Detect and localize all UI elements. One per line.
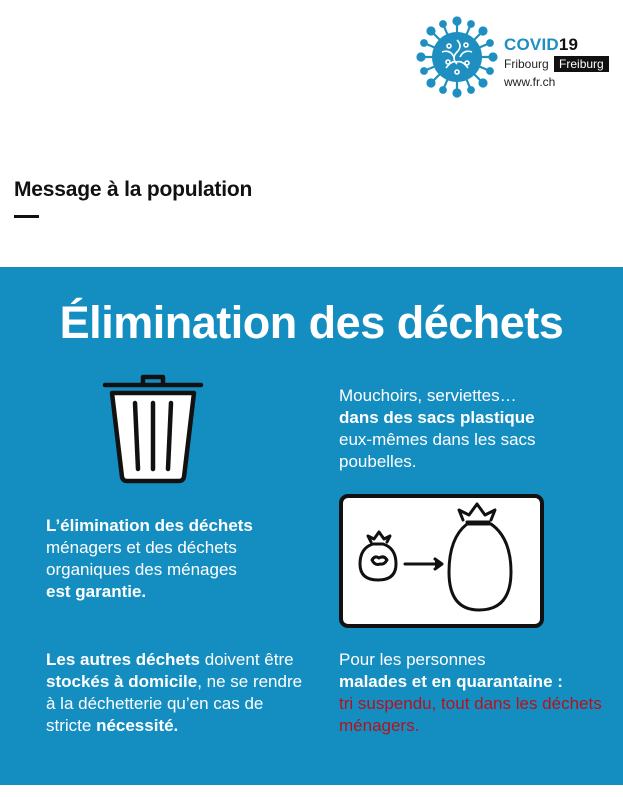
- household-bold1-text: L’élimination des déchets: [46, 516, 253, 535]
- household-bold1: [46, 515, 306, 537]
- household-bold2: [46, 581, 306, 603]
- logo-website: www.fr.ch: [504, 75, 556, 89]
- other-waste-normal1: doivent être: [200, 650, 294, 669]
- panel-title: Élimination des déchets: [59, 297, 564, 348]
- tissues-line1: Mouchoirs, serviettes…: [339, 386, 517, 405]
- small-bag-into-big-bag-icon: [343, 498, 540, 624]
- tissues-bold-text: dans des sacs plastique: [339, 408, 535, 427]
- logo-canton-fr: Fribourg: [504, 57, 549, 71]
- quarantine-bold-text: malades et en quarantaine :: [339, 672, 563, 691]
- quarantine-alert: tri suspendu, tout dans les déchets ménagers.: [339, 694, 602, 735]
- quarantine-normal: Pour les personnes: [339, 650, 486, 669]
- logo-canton-de: Freiburg: [554, 56, 609, 72]
- household-normal: ménagers et des déchets organiques des ménages: [46, 538, 237, 579]
- household-waste-text: [46, 515, 306, 603]
- tissues-bold: [339, 407, 589, 429]
- logo-canton: [504, 56, 609, 72]
- other-waste-normal2: , ne se rendre à la déchetterie qu’en cas de stricte: [46, 672, 303, 735]
- other-waste-bold3: nécessité.: [96, 716, 179, 735]
- heading-underline: [14, 215, 39, 218]
- logo-title: [504, 35, 578, 55]
- other-waste-bold1: Les autres déchets: [46, 650, 201, 669]
- page-heading: Message à la population: [14, 178, 253, 201]
- quarantine-bold: [339, 671, 609, 693]
- covid19-fribourg-logo: [416, 16, 616, 98]
- logo-title-prefix: COVID: [504, 35, 559, 54]
- other-waste-bold2: stockés à domicile: [46, 672, 198, 691]
- virus-icon: [416, 16, 498, 98]
- tissues-instructions: [339, 385, 589, 473]
- info-panel: [0, 267, 623, 785]
- tissues-rest: eux-mêmes dans les sacs poubelles.: [339, 430, 536, 471]
- other-waste-text: [46, 649, 306, 737]
- quarantine-text: [339, 649, 609, 737]
- trash-can-icon: [100, 373, 206, 485]
- logo-title-number: 19: [558, 35, 579, 54]
- household-bold2-text: est garantie.: [46, 582, 147, 601]
- bag-illustration: [339, 494, 544, 628]
